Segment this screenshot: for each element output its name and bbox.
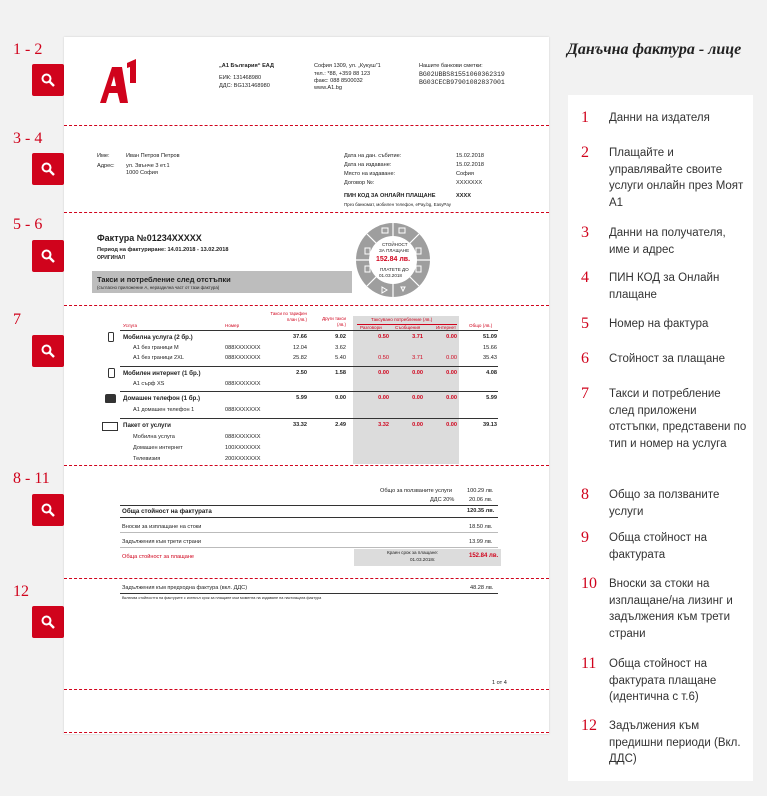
recipient-name-label: Име: [97,153,110,159]
table-cell-service: А1 без граници M [133,345,179,351]
table-cell-total: 5.99 [486,395,497,401]
table-cell-sms: 3.71 [412,355,423,361]
meta-value-1: 15.02.2018 [456,153,484,159]
legend-number: 5 [581,315,589,332]
circle-label-2: ЗА ПЛАЩАНЕ [379,248,410,253]
table-cell-service: А1 сърф XS [133,381,165,387]
table-cell-service: Телевизия [133,456,161,462]
legend-panel [568,95,753,781]
table-cell-service: А1 без граници 2XL [133,355,184,361]
total-invoice-label: Обща стойност на фактурата [122,508,212,515]
group-rule [120,366,498,367]
payable-value: 152.84 лв. [469,553,499,559]
deadline-value: 01.03.2018г. [410,557,436,562]
legend-text: Вноски за стоки на изплащане/на лизинг и задължения към трети страни [609,578,733,640]
previous-label: Задължения към предходна фактура (вкл. ДДС) [122,585,248,591]
installments-value: 18.50 лв. [469,524,493,530]
section-label-8-11: 8 - 11 [13,470,50,487]
legend-text: Обща стойност на фактурата [609,532,707,561]
vat-label: ДДС 20% [430,497,455,503]
previous-value: 48.28 лв. [470,585,494,591]
section-divider [64,305,549,306]
legend-text: Такси и потребление след приложени отстъпки, представени по тип и номер на услуга [609,388,747,450]
th-internet: Интернет [436,325,457,330]
legend-number: 12 [581,717,597,734]
table-header-rule [120,330,498,331]
legend-text: Стойност за плащане [609,353,726,365]
previous-rule [120,593,498,594]
table-cell-total: 35.43 [483,355,497,361]
installments-rule [120,532,498,533]
table-cell-service: Мобилна услуга (2 бр.) [123,334,193,341]
circle-due-label: ПЛАТЕТЕ ДО [380,267,409,272]
table-cell-calls: 0.00 [378,370,389,376]
total-invoice-value: 120.35 лв. [467,508,495,514]
meta-label-4: Договор №: [344,180,375,186]
section-divider [64,125,549,126]
section-label-7: 7 [13,311,21,328]
recipient-address-2: 1000 София [126,170,158,176]
table-cell-plan: 25.82 [293,355,307,361]
table-cell-other: 3.62 [335,345,346,351]
table-cell-internet: 0.00 [446,370,457,376]
usage-group-header: Таксувано потребление (лв.) [371,317,433,322]
table-cell-calls: 0.50 [378,355,389,361]
mobile-phone-icon [108,332,114,342]
issuer-address-2: тел.: *88, +359 88 123 [314,71,371,77]
table-cell-calls: 0.50 [378,334,389,340]
section-label-12: 12 [13,583,29,600]
page-number: 1 от 4 [492,680,507,686]
issuer-address-1: София 1309, ул. „Кукуш“1 [314,63,381,69]
meta-value-4: XXXXXXX [456,180,483,186]
zoom-button-8-11[interactable] [32,494,64,526]
original-label: ОРИГИНАЛ [97,255,126,261]
legend-number: 6 [581,350,589,367]
section-label-1-2: 1 - 2 [13,41,43,58]
table-cell-number: 100XXXXXXX [225,445,261,451]
section-divider [64,732,549,733]
pin-value: XXXX [456,193,471,199]
fees-title: Такси и потребление след отстъпки [97,275,231,284]
th-other: Други такси (лв.) [322,316,346,327]
th-total: Общо (лв.) [469,323,493,328]
issuer-address-3: факс: 088 8500032 [314,78,363,84]
issuer-name: „А1 България“ ЕАД [219,63,275,69]
table-cell-calls: 3.32 [378,422,389,428]
issuer-dds: ДДС: BG131468980 [219,83,270,89]
third-party-rule [120,547,498,548]
legend-number: 4 [581,269,589,286]
table-cell-plan: 5.99 [296,395,307,401]
third-party-value: 13.99 лв. [469,539,493,545]
page-title: Данъчна фактура - лице [567,41,742,58]
meta-value-2: 15.02.2018 [456,162,484,168]
legend-text: Номер на фактура [609,318,709,330]
issuer-eik: ЕИК: 131468980 [219,75,262,81]
third-party-label: Задължения към трети страни [122,539,202,545]
pin-note: През банкомат, мобилен телефон, ePay.bg, EasyPay [344,202,452,207]
table-cell-service: А1 домашен телефон 1 [133,407,195,413]
table-cell-other: 5.40 [335,355,346,361]
legend-number: 8 [581,486,589,503]
table-cell-service: Домашен телефон (1 бр.) [123,395,201,402]
zoom-button-1-2[interactable] [32,64,64,96]
zoom-button-3-4[interactable] [32,153,64,185]
group-rule [120,391,498,392]
table-cell-other: 9.02 [335,334,346,340]
table-cell-total: 51.09 [483,334,497,340]
billing-period: Период на фактуриране: 14.01.2018 - 13.02.2018 [97,247,229,253]
legend-number: 10 [581,575,597,592]
zoom-button-12[interactable] [32,606,64,638]
legend-text: ПИН КОД за Онлайн плащане [609,272,720,301]
section-divider [64,578,549,579]
table-cell-plan: 37.66 [293,334,307,340]
table-cell-other: 1.58 [335,370,346,376]
zoom-button-7[interactable] [32,335,64,367]
table-cell-plan: 12.04 [293,345,307,351]
meta-label-3: Място на издаване: [344,171,396,177]
usage-gray-column [353,316,459,464]
table-cell-plan: 2.50 [296,370,307,376]
th-calls: Разговори [360,325,382,330]
table-cell-total: 4.08 [486,370,497,376]
recipient-name: Иван Петров Петров [126,153,180,159]
recipient-address-label: Адрес: [97,163,115,169]
group-rule [120,418,498,419]
total-rule [120,505,498,506]
legend-text: Задължения към предишни периоди (Вкл. ДДС) [609,720,741,765]
legend-number: 1 [581,109,589,126]
mobile-internet-icon [108,368,115,378]
section-divider [64,212,549,213]
meta-value-3: София [456,171,474,177]
fees-subtitle: (съгласно приложение А, неразделна част от тази фактура) [97,285,220,290]
table-cell-internet: 0.00 [446,422,457,428]
table-cell-internet: 0.00 [446,395,457,401]
table-cell-number: 088XXXXXXX [225,407,261,413]
th-number: Номер [225,323,240,328]
section-label-3-4: 3 - 4 [13,130,43,147]
table-cell-service: Пакет от услуги [123,422,171,429]
magnifier-icon [41,344,55,358]
legend-text: Данни на получателя, име и адрес [609,227,726,256]
pin-label: ПИН КОД ЗА ОНЛАЙН ПЛАЩАНЕ [344,193,436,199]
zoom-button-5-6[interactable] [32,240,64,272]
bank-account-1: BG02UBBS81551060362319 [419,71,505,78]
table-cell-service: Мобилна услуга [133,434,175,440]
magnifier-icon [41,162,55,176]
vat-value: 20.06 лв. [469,497,493,503]
payable-label: Обща стойност за плащане [122,554,195,560]
legend-text: Общо за ползваните услуги [609,489,720,518]
legend-text: Обща стойност на фактурата плащане (идентична с т.6) [609,658,717,703]
magnifier-icon [41,73,55,87]
section-divider [64,689,549,690]
home-phone-icon [105,394,116,403]
table-cell-other: 0.00 [335,395,346,401]
table-cell-service: Мобилен интернет (1 бр.) [123,370,201,377]
table-cell-number: 088XXXXXXX [225,345,261,351]
bank-account-2: BG03CECB97901082837001 [419,79,505,86]
total-rule-bottom [120,517,498,518]
legend-number: 3 [581,224,589,241]
legend-number: 7 [581,385,589,402]
table-cell-service: Домашен интернет [133,445,183,451]
services-value: 100.29 лв. [467,488,494,494]
table-cell-plan: 33.32 [293,422,307,428]
invoice-document [64,37,549,734]
th-service: Услуга [123,323,138,328]
table-cell-number: 088XXXXXXX [225,381,261,387]
services-label: Общо за ползваните услуги [380,488,452,494]
invoice-number: Фактура №01234XXXXX [97,233,202,243]
table-cell-number: 088XXXXXXX [225,355,261,361]
table-cell-internet: 0.00 [446,334,457,340]
table-cell-number: 088XXXXXXX [225,434,261,440]
deadline-label: Краен срок за плащане: [387,550,439,555]
th-plan: Такси по тарифен план (лв.) [270,311,307,322]
table-cell-sms: 0.00 [412,395,423,401]
legend-number: 9 [581,529,589,546]
recipient-address-1: ул. Звънче 3 ет.1 [126,163,170,169]
meta-label-2: Дата на издаване: [344,162,392,168]
table-cell-sms: 0.00 [412,422,423,428]
legend-number: 2 [581,144,589,161]
circle-due: 01.03.2018 [379,273,402,278]
table-cell-internet: 0.00 [446,355,457,361]
table-cell-other: 2.49 [335,422,346,428]
th-sms: Съобщения [395,325,421,330]
installments-label: Вноски за изплащане на стоки [122,524,202,530]
meta-label-1: Дата на дан. събитие: [344,153,402,159]
table-cell-number: 200XXXXXXX [225,456,261,462]
bundle-icon [102,422,118,431]
circle-label-1: СТОЙНОСТ [382,242,408,247]
section-divider [64,465,549,466]
table-cell-total: 15.66 [483,345,497,351]
legend-text: Данни на издателя [609,112,710,124]
legend-number: 11 [581,655,597,672]
magnifier-icon [41,503,55,517]
magnifier-icon [41,249,55,263]
previous-note: Включва стойността на фактурите с изтекъл срок за плащане към момента на издаване на настоящата фактура [122,596,322,600]
section-label-5-6: 5 - 6 [13,216,43,233]
legend-text: Плащайте и управлявайте своите услуги онлайн през Моят А1 [609,147,744,209]
table-cell-total: 39.13 [483,422,497,428]
table-cell-sms: 0.00 [412,370,423,376]
table-cell-calls: 0.00 [378,395,389,401]
circle-amount: 152.84 лв. [376,256,411,263]
issuer-address-4: www.A1.bg [314,85,342,91]
magnifier-icon [41,615,55,629]
table-cell-sms: 3.71 [412,334,423,340]
bank-label: Нашите банкови сметки: [419,63,483,69]
a1-logo [94,59,140,105]
